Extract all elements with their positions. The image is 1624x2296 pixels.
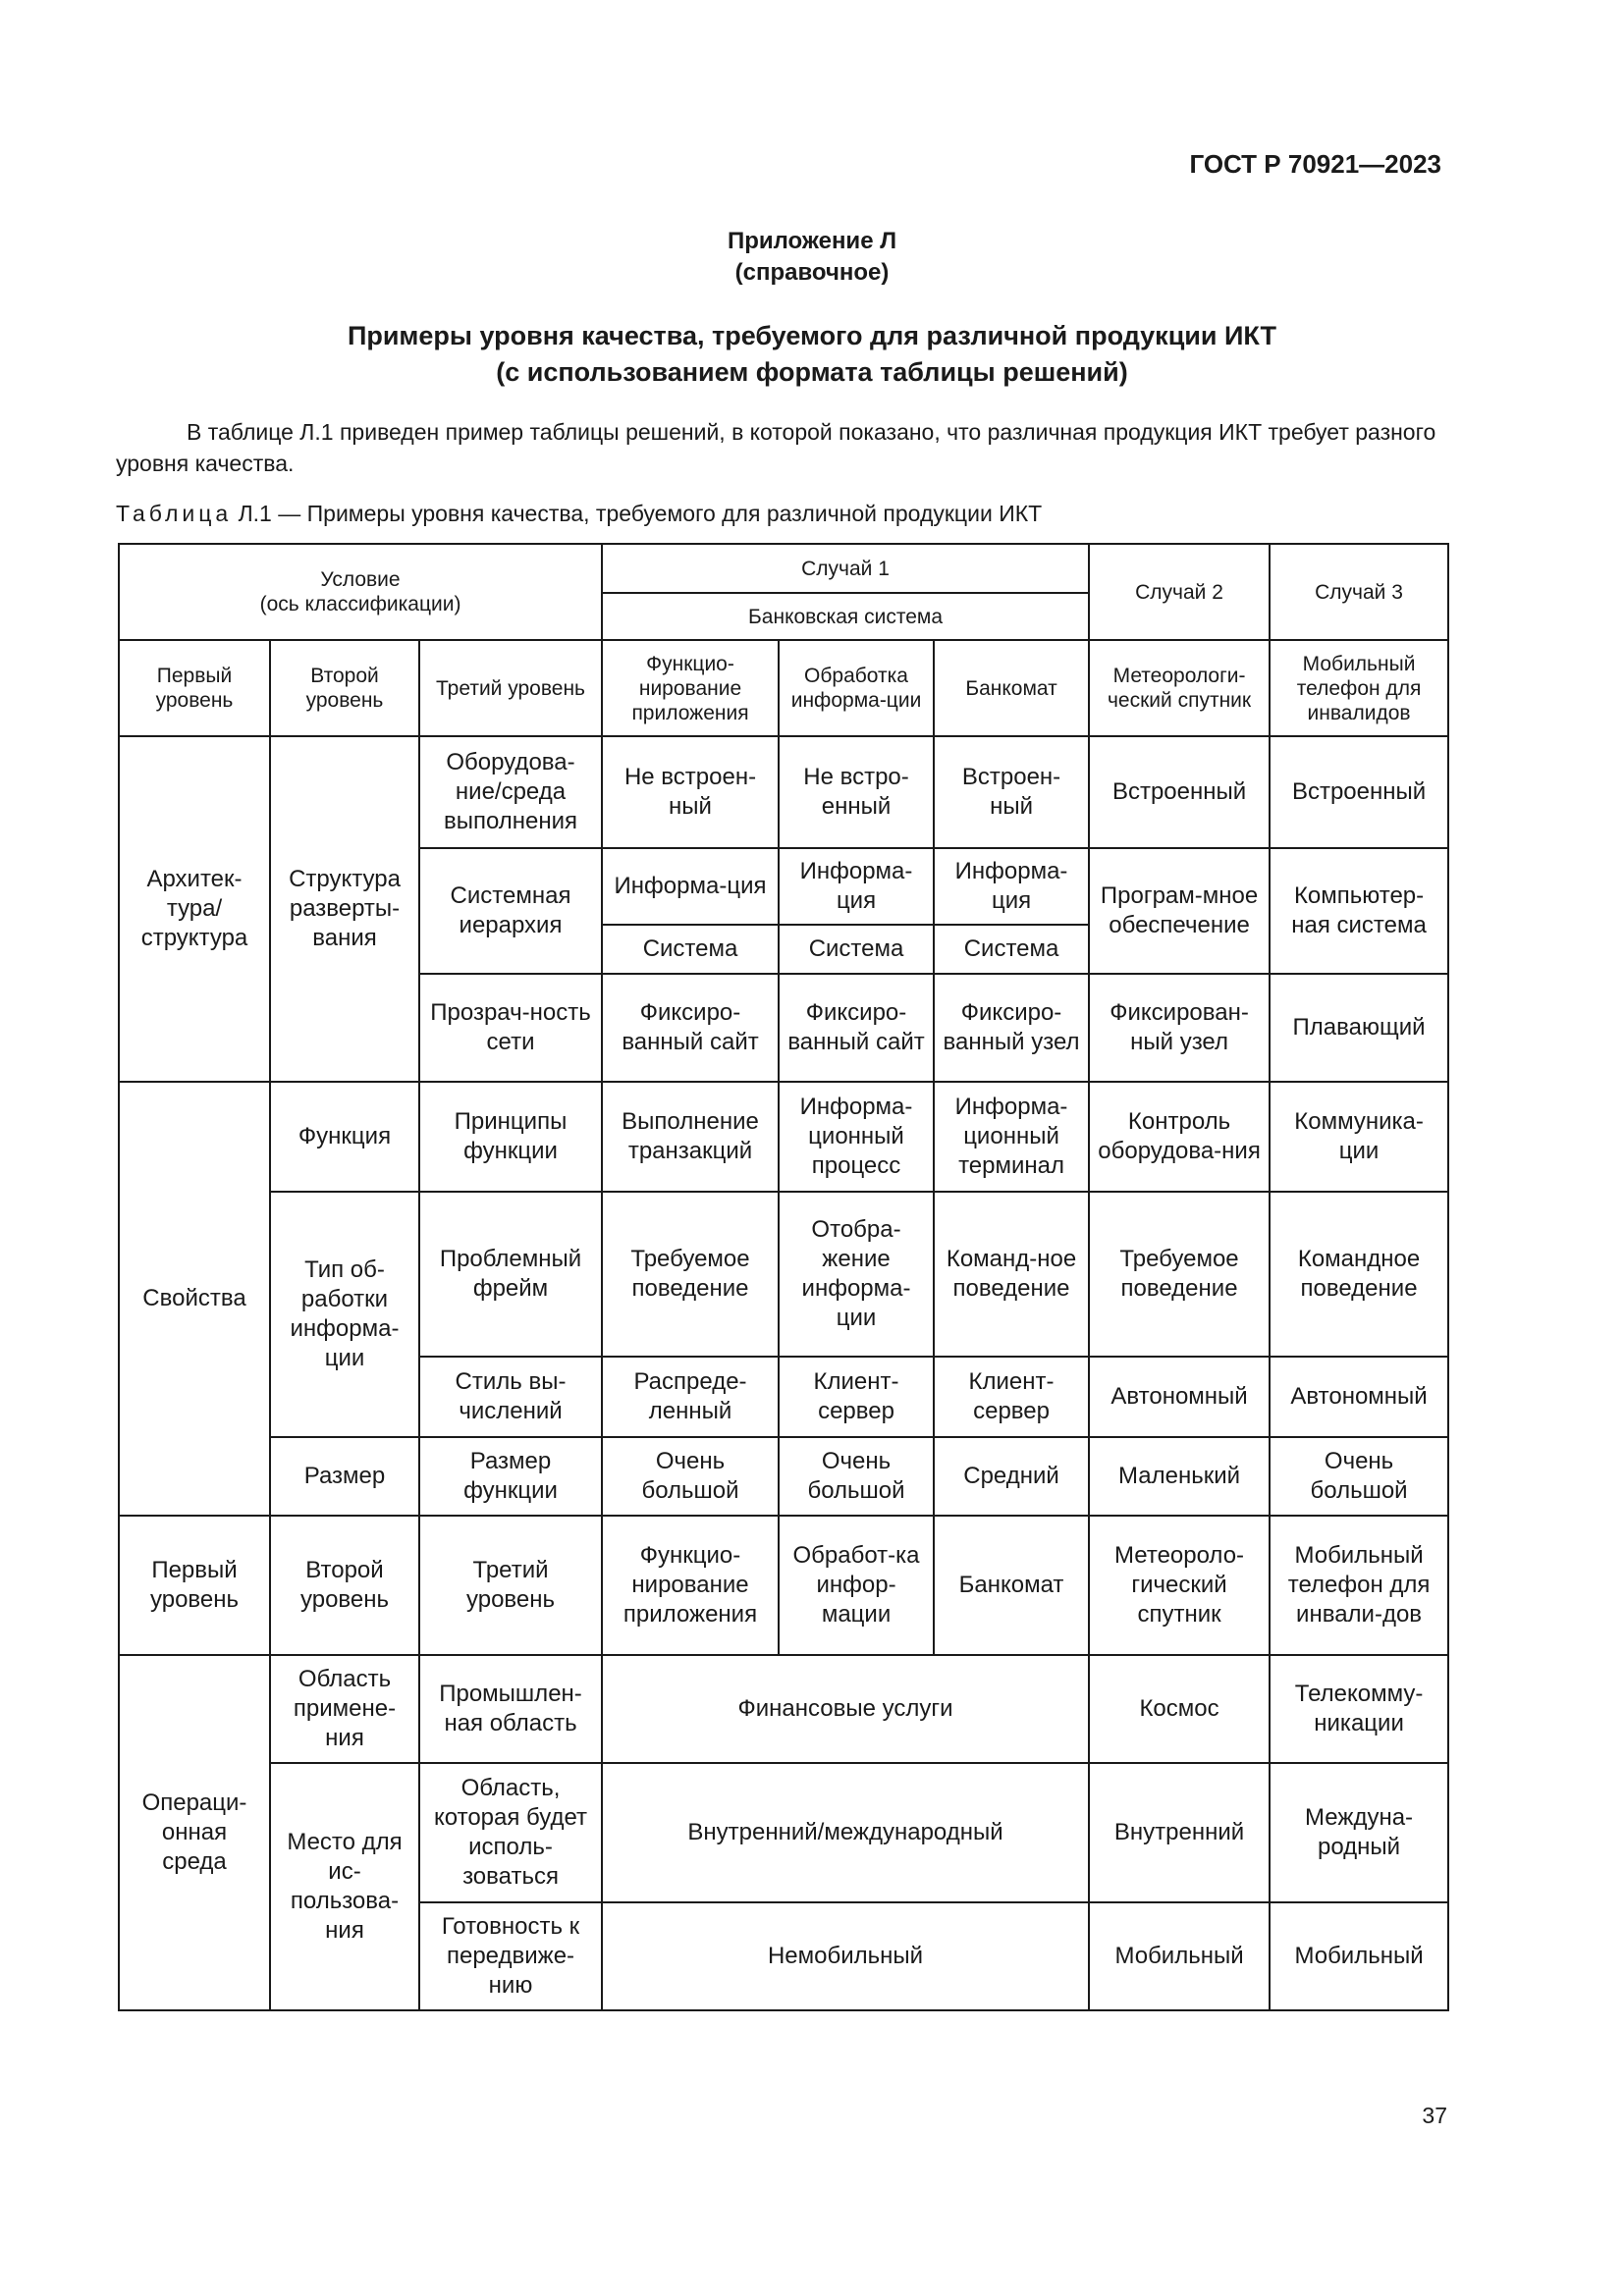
table-cell: Междуна-родный — [1270, 1763, 1448, 1902]
table-cell: Мобильный телефон для инвали-дов — [1270, 1516, 1448, 1655]
document-title-line-2: (с использованием формата таблицы решений) — [496, 357, 1128, 387]
table-cell: Проблемный фрейм — [419, 1192, 602, 1357]
document-title-line-1: Примеры уровня качества, требуемого для различной продукции ИКТ — [347, 321, 1277, 350]
table-cell: Компьютер-ная система — [1270, 848, 1448, 974]
table-cell: Встроенный — [1270, 736, 1448, 848]
table-cell: Немобильный — [602, 1902, 1089, 2010]
table-cell: Мобильный — [1270, 1902, 1448, 2010]
table-cell: Информа-ционный процесс — [779, 1082, 934, 1192]
condition-header — [119, 544, 602, 640]
table-cell: Третий уровень — [419, 1516, 602, 1655]
table-caption — [116, 501, 1042, 527]
table-cell: Выполнение транзакций — [602, 1082, 779, 1192]
table-cell: Оборудова-ние/среда выполнения — [419, 736, 602, 848]
table-cell: Отобра-жение информа-ции — [779, 1192, 934, 1357]
table-cell: Команд-ное поведение — [934, 1192, 1089, 1357]
case1-header: Случай 1 — [602, 544, 1089, 593]
decision-table — [118, 543, 1449, 2011]
table-cell: Плавающий — [1270, 974, 1448, 1082]
table-cell: Не встроен-ный — [602, 736, 779, 848]
table-cell: Встроенный — [1089, 736, 1270, 848]
env-place-level2: Место для ис-пользова-ния — [270, 1763, 419, 2010]
table-cell: Автономный — [1270, 1357, 1448, 1437]
props-level1: Свойства — [119, 1082, 270, 1516]
appendix-subtitle: (справочное) — [734, 259, 890, 286]
level1-header: Первый уровень — [119, 640, 270, 736]
table-cell: Область, которая будет исполь-зоваться — [419, 1763, 602, 1902]
case1-subheader: Банковская система — [602, 593, 1089, 640]
mobile-header: Мобильный телефон для инвалидов — [1270, 640, 1448, 736]
table-cell: Требуемое поведение — [1089, 1192, 1270, 1357]
table-cell: Стиль вы-числений — [419, 1357, 602, 1437]
table-cell: Внутренний — [1089, 1763, 1270, 1902]
table-cell: Автономный — [1089, 1357, 1270, 1437]
table-cell: Контроль оборудова-ния — [1089, 1082, 1270, 1192]
table-cell: Телекомму-никации — [1270, 1655, 1448, 1763]
table-cell: Первый уровень — [119, 1516, 270, 1655]
table-cell: Финансовые услуги — [602, 1655, 1089, 1763]
appendix-title: Приложение Л — [727, 228, 897, 254]
env-level1: Операци-онная среда — [119, 1655, 270, 2010]
table-cell: Информа-ция — [602, 848, 779, 925]
document-title — [0, 318, 1624, 391]
table-cell: Промышлен-ная область — [419, 1655, 602, 1763]
table-cell: Метеороло-гический спутник — [1089, 1516, 1270, 1655]
table-cell: Не встро-енный — [779, 736, 934, 848]
level3-header: Третий уровень — [419, 640, 602, 736]
props-function-level2: Функция — [270, 1082, 419, 1192]
table-cell: Системная иерархия — [419, 848, 602, 974]
table-caption-label: Таблица — [116, 501, 233, 526]
intro-paragraph: В таблице Л.1 приведен пример таблицы решений, в которой показано, что различная продукция ИКТ требует разного уровня качества. — [116, 419, 1436, 476]
table-cell: Фиксиро-ванный сайт — [602, 974, 779, 1082]
table-cell: Готовность к передвиже-нию — [419, 1902, 602, 2010]
standard-number: ГОСТ Р 70921—2023 — [1189, 149, 1441, 179]
table-cell: Мобильный — [1089, 1902, 1270, 2010]
table-cell: Банкомат — [934, 1516, 1089, 1655]
meteo-header: Метеорологи-ческий спутник — [1089, 640, 1270, 736]
table-cell: Фиксиро-ванный узел — [934, 974, 1089, 1082]
table-cell: Информа-ция — [779, 848, 934, 925]
table-cell: Клиент-сервер — [934, 1357, 1089, 1437]
table-cell: Програм-мное обеспечение — [1089, 848, 1270, 974]
arch-level1: Архитек-тура/ структура — [119, 736, 270, 1082]
condition-sublabel: (ось классификации) — [259, 593, 461, 615]
table-cell: Очень большой — [602, 1437, 779, 1516]
table-cell: Система — [779, 925, 934, 974]
processing-header: Обработка информа-ции — [779, 640, 934, 736]
atm-header: Банкомат — [934, 640, 1089, 736]
table-cell: Информа-ционный терминал — [934, 1082, 1089, 1192]
table-cell: Информа-ция — [934, 848, 1089, 925]
app-header: Функцио-нирование приложения — [602, 640, 779, 736]
level2-header: Второй уровень — [270, 640, 419, 736]
table-cell: Средний — [934, 1437, 1089, 1516]
table-cell: Функцио-нирование приложения — [602, 1516, 779, 1655]
table-cell: Распреде-ленный — [602, 1357, 779, 1437]
table-cell: Прозрач-ность сети — [419, 974, 602, 1082]
case2-header: Случай 2 — [1089, 544, 1270, 640]
props-type-level2: Тип об-работки информа-ции — [270, 1192, 419, 1437]
env-area-level2: Область примене-ния — [270, 1655, 419, 1763]
props-size-level2: Размер — [270, 1437, 419, 1516]
table-cell: Коммуника-ции — [1270, 1082, 1448, 1192]
table-cell: Обработ-ка инфор-мации — [779, 1516, 934, 1655]
condition-label: Условие — [320, 568, 401, 591]
table-cell: Командное поведение — [1270, 1192, 1448, 1357]
table-cell: Фиксирован-ный узел — [1089, 974, 1270, 1082]
table-cell: Очень большой — [1270, 1437, 1448, 1516]
arch-level2: Структура разверты-вания — [270, 736, 419, 1082]
table-cell: Второй уровень — [270, 1516, 419, 1655]
table-cell: Очень большой — [779, 1437, 934, 1516]
table-cell: Размер функции — [419, 1437, 602, 1516]
table-cell: Внутренний/международный — [602, 1763, 1089, 1902]
case3-header: Случай 3 — [1270, 544, 1448, 640]
table-cell: Система — [602, 925, 779, 974]
table-cell: Встроен-ный — [934, 736, 1089, 848]
table-cell: Клиент-сервер — [779, 1357, 934, 1437]
table-cell: Фиксиро-ванный сайт — [779, 974, 934, 1082]
table-caption-text: Л.1 — Примеры уровня качества, требуемого для различной продукции ИКТ — [232, 501, 1043, 526]
table-cell: Система — [934, 925, 1089, 974]
table-cell: Принципы функции — [419, 1082, 602, 1192]
page-number: 37 — [1422, 2103, 1447, 2128]
table-cell: Космос — [1089, 1655, 1270, 1763]
table-cell: Требуемое поведение — [602, 1192, 779, 1357]
table-cell: Маленький — [1089, 1437, 1270, 1516]
appendix-heading — [0, 226, 1624, 289]
